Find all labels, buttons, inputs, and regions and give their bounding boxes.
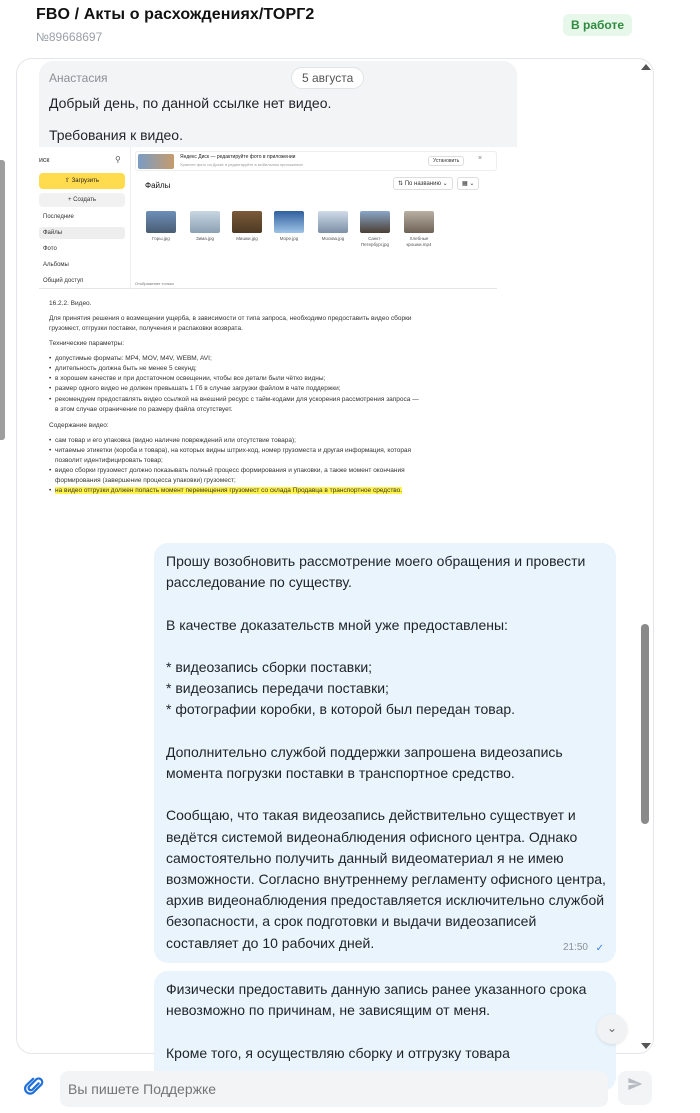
disk-nav-item: Последние — [43, 214, 74, 220]
file-name: Зима.jpg — [195, 236, 215, 241]
incoming-message — [39, 61, 517, 531]
file-name: Горы.jpg — [152, 236, 170, 241]
read-check-icon: ✓ — [595, 943, 604, 954]
status-badge: В работе — [563, 14, 632, 36]
message-text: Прошу возобновить рассмотрение моего обращения и провести расследование по существу. В качестве доказательств мной уже предоставлены: * видеозапись сборки поставки; * видеозапись передачи поставки; * фотографии коробки, в которой был передан товар. Дополнительно службой поддержки запрошена видеозапись момента погрузки поставки в транспортное средство. Сообщаю, что такая видеозапись действительно существует и ведётся системой видеонаблюдения офисного центра. Однако самостоятельно получить данный видеоматериал я не имею возможности. Согласно внутреннему регламенту офисного центра, архив видеонаблюдения предоставляется исключительно службой безопасности, а срок подготовки и выдачи видеозаписей составляет до 10 рабочих дней. — [166, 553, 606, 951]
scroll-down-arrow-icon[interactable] — [641, 1043, 651, 1049]
send-icon[interactable] — [618, 1071, 652, 1105]
scrollbar-thumb[interactable] — [641, 624, 649, 824]
disk-file — [355, 211, 395, 248]
disk-bottom-hint: Отображение только — [135, 281, 174, 286]
doc-list-item: • видео сборки грузомест должно показывать полный процесс формирования и упаковки, а также момент окончания формирования (завершение процесса упаковки) грузомест; — [49, 466, 419, 486]
disk-sidebar — [39, 147, 131, 289]
doc-section-title: Содержание видео: — [49, 421, 109, 429]
message-text: Требования к видео. — [49, 127, 183, 143]
message-time: 21:50 — [562, 942, 588, 953]
doc-list-item: • размер одного видео не должен превышать 1 Гб в случае загрузки файлом в чате поддержки; — [49, 384, 419, 394]
sort-label: По названию — [404, 181, 441, 187]
message-author: Анастасия — [49, 71, 108, 85]
disk-sort-select: ⇅ По названию ⌄ — [393, 177, 453, 190]
date-separator: 5 августа — [291, 67, 364, 89]
left-scroll-indicator — [0, 160, 5, 440]
doc-list-item: • рекомендуем предоставлять видео ссылкой на внешний ресурс с тайм-кодами для ускорения рассмотрения запроса — в этом случае ограничение по размеру файла отсутствует. — [49, 395, 419, 415]
paperclip-icon[interactable] — [24, 1076, 46, 1098]
disk-file — [185, 211, 225, 242]
doc-intro: Для принятия решения о возмещении ущерба, в зависимости от типа запроса, необходимо предоставить видео сборки грузомест, отгрузки поставки, получения и распаковки возврата. — [49, 315, 412, 333]
chat-panel[interactable] — [16, 58, 654, 1061]
disk-search-label: иск — [39, 157, 50, 164]
scroll-up-arrow-icon[interactable] — [641, 64, 651, 70]
doc-list — [49, 354, 419, 414]
banner-title: Яндекс Диск — редактируйте фото в приложении — [180, 154, 296, 160]
doc-heading: 16.2.2. Видео. — [49, 300, 92, 307]
doc-list-item-highlighted — [49, 486, 419, 496]
disk-file — [399, 211, 439, 248]
highlighted-text: на видео отгрузки должен попасть момент перемещения грузомест со склада Продавца в транспортное средство. — [55, 487, 403, 494]
file-name: Хлебные крошки.mp4 — [406, 236, 432, 247]
requirements-document — [49, 299, 419, 502]
banner-button: Установить — [428, 156, 464, 166]
file-name: Мишки.jpg — [236, 236, 258, 241]
disk-files-title: Файлы — [145, 181, 171, 190]
grid-view-icon: ▦ ⌄ — [457, 177, 479, 190]
disk-create-button: + Создать — [39, 193, 125, 207]
disk-nav-item: Общий доступ — [43, 278, 84, 284]
message-list[interactable] — [17, 59, 637, 1061]
message-input[interactable] — [60, 1071, 608, 1107]
disk-nav-item: Фото — [43, 246, 57, 252]
ticket-header — [36, 6, 636, 46]
search-icon: ⚲ — [115, 155, 121, 164]
doc-list-item: • длительность должна быть не менее 5 секунд; — [49, 364, 419, 374]
disk-nav-item: Файлы — [39, 227, 125, 239]
doc-list-item: • допустимые форматы: MP4, MOV, M4V, WEBM, AVI; — [49, 354, 419, 364]
message-text: Добрый день, по данной ссылке нет видео. — [49, 95, 332, 111]
close-icon: × — [478, 155, 483, 162]
outgoing-message — [154, 543, 616, 963]
disk-file — [227, 211, 267, 242]
disk-file — [141, 211, 181, 242]
doc-list — [49, 436, 419, 496]
doc-list-item: • сам товар и его упаковка (видно наличие повреждений или отсутствие товара); — [49, 436, 419, 446]
ticket-id: №89668697 — [36, 30, 103, 44]
file-name: Москва.jpg — [321, 236, 345, 241]
disk-file — [313, 211, 353, 242]
disk-screenshot — [39, 147, 497, 289]
doc-list-item: • читаемые этикетки (короба и товара), на которых видны штрих-код, номер грузоместа и другая информация, которая позволит идентифицировать товар; — [49, 446, 419, 466]
disk-file — [269, 211, 309, 242]
page-title: FBO / Акты о расхождениях/ТОРГ2 — [36, 6, 315, 23]
doc-section-title: Технические параметры: — [49, 340, 124, 348]
scroll-to-bottom-button[interactable]: ⌄ — [597, 1014, 627, 1044]
file-name: Море.jpg — [279, 236, 299, 241]
banner-image — [138, 154, 174, 169]
message-composer — [0, 1062, 700, 1113]
banner-subtitle: Храните фото на Диске и редактируйте в мобильном приложении — [180, 162, 303, 167]
message-text: Физически предоставить данную запись ранее указанного срока невозможно по причинам, не зависящим от меня. Кроме того, я осуществляю сборку и отгрузку товара — [166, 981, 587, 1061]
disk-banner — [135, 151, 497, 171]
file-name: Санкт-Петербург.jpg — [360, 236, 390, 247]
attached-screenshot[interactable] — [39, 147, 517, 531]
doc-list-item: • в хорошем качестве и при достаточном освещении, чтобы все детали были чётко видны; — [49, 374, 419, 384]
disk-upload-label: Загрузить — [71, 178, 100, 184]
disk-nav-item: Альбомы — [43, 262, 69, 268]
disk-upload-button: ⇧ Загрузить — [39, 173, 125, 189]
